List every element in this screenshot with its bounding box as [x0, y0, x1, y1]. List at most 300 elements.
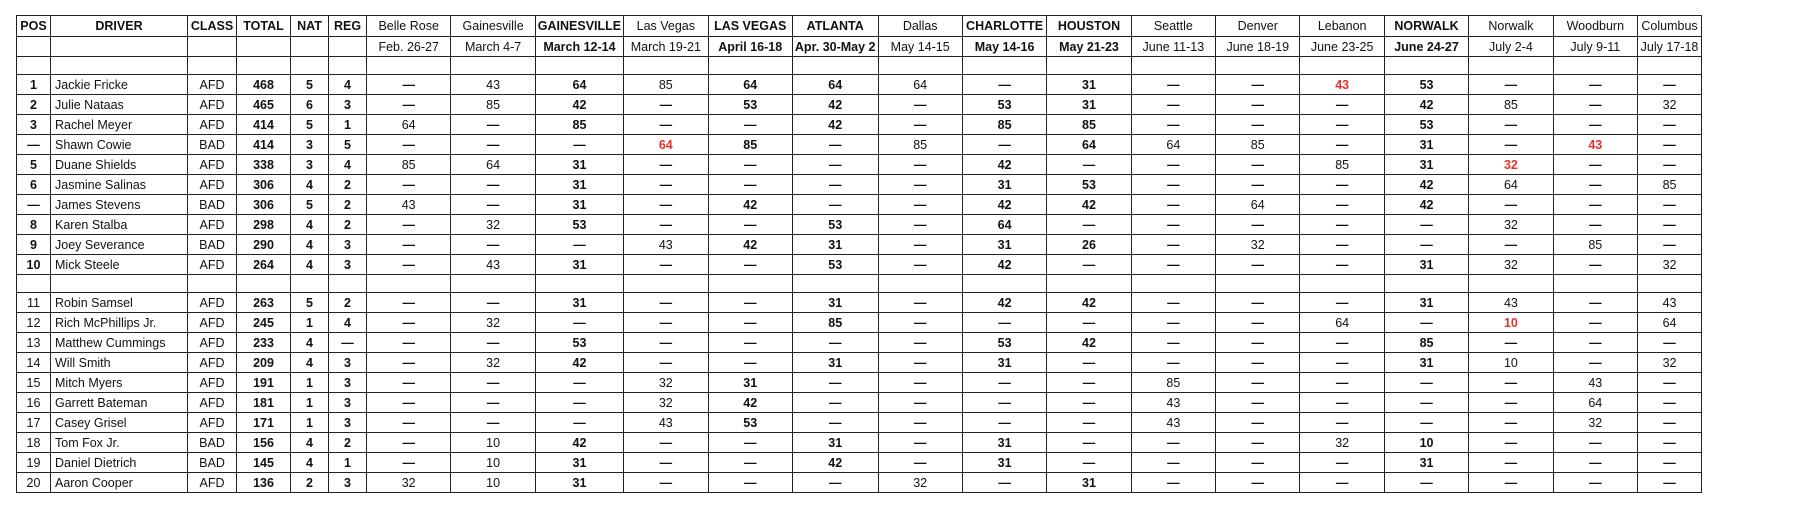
- driver-class: AFD: [188, 115, 237, 135]
- col-header-nat: NAT: [291, 16, 329, 37]
- event-points-cell: 32: [1638, 353, 1702, 373]
- driver-reg: 3: [329, 235, 367, 255]
- event-points-cell: —: [1047, 353, 1131, 373]
- event-points-cell: —: [1300, 135, 1384, 155]
- event-points-cell: —: [1469, 373, 1553, 393]
- driver-nat: 4: [291, 175, 329, 195]
- driver-nat: 2: [291, 473, 329, 493]
- event-points-cell: 85: [624, 75, 708, 95]
- driver-name: Jasmine Salinas: [51, 175, 188, 195]
- event-points-cell: —: [1047, 453, 1131, 473]
- event-points-cell: 64: [708, 75, 792, 95]
- event-points-cell: —: [1469, 333, 1553, 353]
- spacer-cell: [1469, 275, 1553, 293]
- event-points-cell: —: [792, 473, 878, 493]
- driver-total: 191: [237, 373, 291, 393]
- spacer-cell: [237, 275, 291, 293]
- event-points-cell: 85: [367, 155, 451, 175]
- driver-reg: 3: [329, 95, 367, 115]
- event-points-cell: —: [1131, 333, 1215, 353]
- event-points-cell: —: [1300, 215, 1384, 235]
- event-points-cell: 64: [451, 155, 535, 175]
- event-points-cell: —: [708, 353, 792, 373]
- driver-total: 298: [237, 215, 291, 235]
- spacer-cell: [792, 275, 878, 293]
- driver-total: 245: [237, 313, 291, 333]
- col-header-pos: POS: [17, 16, 51, 37]
- event-points-cell: —: [708, 115, 792, 135]
- event-name-header: Seattle: [1131, 16, 1215, 37]
- event-points-cell: —: [792, 155, 878, 175]
- driver-reg: 4: [329, 313, 367, 333]
- event-points-cell: —: [1553, 313, 1637, 333]
- spacer-cell: [1384, 275, 1468, 293]
- event-points-cell: —: [1638, 75, 1702, 95]
- driver-total: 465: [237, 95, 291, 115]
- event-points-cell: —: [1131, 195, 1215, 215]
- event-points-cell: —: [1638, 393, 1702, 413]
- event-points-cell: —: [1553, 75, 1637, 95]
- event-points-cell: —: [367, 413, 451, 433]
- driver-total: 414: [237, 115, 291, 135]
- event-points-cell: —: [451, 333, 535, 353]
- event-points-cell: —: [1553, 215, 1637, 235]
- event-points-cell: —: [1384, 413, 1468, 433]
- event-points-cell: 43: [1469, 293, 1553, 313]
- event-points-cell: 42: [1047, 333, 1131, 353]
- event-points-cell: —: [1638, 473, 1702, 493]
- event-points-cell: —: [367, 313, 451, 333]
- event-points-cell: —: [1216, 255, 1300, 275]
- event-points-cell: —: [1469, 135, 1553, 155]
- event-points-cell: 42: [792, 453, 878, 473]
- event-name-header: ATLANTA: [792, 16, 878, 37]
- event-dates-header: March 19-21: [624, 37, 708, 57]
- driver-row: [17, 75, 1702, 95]
- event-points-cell: 42: [1047, 293, 1131, 313]
- driver-row: [17, 373, 1702, 393]
- driver-class: AFD: [188, 393, 237, 413]
- event-points-cell: 10: [1384, 433, 1468, 453]
- driver-nat: 3: [291, 155, 329, 175]
- driver-name: Rich McPhillips Jr.: [51, 313, 188, 333]
- event-points-cell: —: [792, 135, 878, 155]
- event-points-cell: —: [708, 333, 792, 353]
- driver-name: Casey Grisel: [51, 413, 188, 433]
- event-points-cell: —: [1131, 95, 1215, 115]
- spacer-cell: [51, 57, 188, 75]
- event-points-cell: —: [1300, 453, 1384, 473]
- event-points-cell: 32: [1469, 255, 1553, 275]
- event-points-cell: 31: [792, 433, 878, 453]
- event-points-cell: 42: [708, 195, 792, 215]
- event-points-cell: 32: [451, 215, 535, 235]
- driver-total: 468: [237, 75, 291, 95]
- event-points-cell: —: [624, 333, 708, 353]
- event-points-cell: 31: [1384, 135, 1468, 155]
- event-points-cell: —: [451, 235, 535, 255]
- event-name-header: Las Vegas: [624, 16, 708, 37]
- spacer-cell: [708, 57, 792, 75]
- event-points-cell: —: [624, 155, 708, 175]
- driver-pos: 2: [17, 95, 51, 115]
- event-points-cell: —: [1131, 353, 1215, 373]
- event-points-cell: —: [1300, 95, 1384, 115]
- event-points-cell: —: [962, 75, 1046, 95]
- event-points-cell: —: [708, 255, 792, 275]
- event-dates-header: July 2-4: [1469, 37, 1553, 57]
- driver-row: [17, 175, 1702, 195]
- event-points-cell: 31: [1047, 95, 1131, 115]
- event-points-cell: 42: [1384, 175, 1468, 195]
- event-name-header: LAS VEGAS: [708, 16, 792, 37]
- event-points-cell: —: [1131, 293, 1215, 313]
- event-points-cell: 64: [1216, 195, 1300, 215]
- event-points-cell: —: [878, 413, 962, 433]
- driver-total: 306: [237, 175, 291, 195]
- event-points-cell: 42: [962, 155, 1046, 175]
- event-points-cell: —: [535, 313, 623, 333]
- event-name-header: Denver: [1216, 16, 1300, 37]
- event-dates-header: June 11-13: [1131, 37, 1215, 57]
- event-points-cell: —: [1300, 255, 1384, 275]
- driver-name: Matthew Cummings: [51, 333, 188, 353]
- event-points-cell: 43: [451, 75, 535, 95]
- event-points-cell: —: [708, 293, 792, 313]
- event-points-cell: —: [367, 75, 451, 95]
- event-points-cell: 32: [1469, 215, 1553, 235]
- driver-nat: 4: [291, 215, 329, 235]
- event-points-cell: —: [792, 175, 878, 195]
- driver-row: [17, 95, 1702, 115]
- driver-class: AFD: [188, 175, 237, 195]
- event-points-cell: —: [1638, 115, 1702, 135]
- event-points-cell: 85: [1047, 115, 1131, 135]
- event-points-cell: —: [1300, 293, 1384, 313]
- driver-reg: 3: [329, 353, 367, 373]
- event-points-cell: —: [878, 115, 962, 135]
- driver-pos: 1: [17, 75, 51, 95]
- event-points-cell: 10: [451, 453, 535, 473]
- driver-pos: 5: [17, 155, 51, 175]
- driver-reg: —: [329, 333, 367, 353]
- driver-class: AFD: [188, 293, 237, 313]
- event-points-cell: —: [1300, 393, 1384, 413]
- driver-class: BAD: [188, 235, 237, 255]
- driver-reg: 3: [329, 255, 367, 275]
- event-points-cell: —: [878, 453, 962, 473]
- event-points-cell: —: [1131, 453, 1215, 473]
- driver-name: Aaron Cooper: [51, 473, 188, 493]
- spacer-cell: [17, 275, 51, 293]
- event-dates-header: March 12-14: [535, 37, 623, 57]
- event-points-cell: —: [367, 95, 451, 115]
- event-points-cell: —: [1384, 373, 1468, 393]
- driver-nat: 1: [291, 313, 329, 333]
- event-points-cell: —: [1638, 195, 1702, 215]
- event-points-cell: —: [1131, 115, 1215, 135]
- event-points-cell: 10: [1469, 353, 1553, 373]
- event-points-cell: —: [878, 433, 962, 453]
- event-points-cell: 42: [708, 393, 792, 413]
- driver-class: BAD: [188, 195, 237, 215]
- driver-nat: 5: [291, 75, 329, 95]
- event-points-cell: 64: [624, 135, 708, 155]
- spacer-cell: [451, 275, 535, 293]
- event-points-cell: 42: [962, 255, 1046, 275]
- event-name-header: CHARLOTTE: [962, 16, 1046, 37]
- driver-class: BAD: [188, 453, 237, 473]
- driver-reg: 2: [329, 293, 367, 313]
- event-points-cell: —: [1638, 135, 1702, 155]
- event-dates-header: July 9-11: [1553, 37, 1637, 57]
- event-dates-header: April 16-18: [708, 37, 792, 57]
- event-points-cell: 64: [535, 75, 623, 95]
- header-blank: [329, 37, 367, 57]
- event-points-cell: 53: [708, 413, 792, 433]
- driver-class: AFD: [188, 75, 237, 95]
- driver-total: 209: [237, 353, 291, 373]
- header-blank: [17, 37, 51, 57]
- event-points-cell: —: [367, 255, 451, 275]
- event-points-cell: —: [1469, 393, 1553, 413]
- event-points-cell: —: [1384, 393, 1468, 413]
- event-points-cell: —: [1638, 215, 1702, 235]
- driver-name: Mick Steele: [51, 255, 188, 275]
- event-points-cell: —: [1216, 293, 1300, 313]
- event-points-cell: —: [1553, 175, 1637, 195]
- event-points-cell: 31: [535, 453, 623, 473]
- event-points-cell: —: [1131, 75, 1215, 95]
- event-points-cell: —: [367, 373, 451, 393]
- event-dates-header: May 14-16: [962, 37, 1046, 57]
- driver-reg: 3: [329, 373, 367, 393]
- event-points-cell: 43: [624, 413, 708, 433]
- event-points-cell: —: [1384, 473, 1468, 493]
- event-points-cell: —: [1216, 393, 1300, 413]
- spacer-cell: [291, 275, 329, 293]
- event-points-cell: —: [624, 215, 708, 235]
- spacer-cell: [1638, 57, 1702, 75]
- driver-reg: 3: [329, 413, 367, 433]
- event-points-cell: —: [708, 175, 792, 195]
- event-points-cell: —: [1216, 333, 1300, 353]
- event-points-cell: 53: [708, 95, 792, 115]
- spacer-cell: [1216, 57, 1300, 75]
- driver-name: Shawn Cowie: [51, 135, 188, 155]
- driver-class: AFD: [188, 413, 237, 433]
- event-points-cell: 31: [535, 195, 623, 215]
- event-points-cell: 31: [708, 373, 792, 393]
- driver-pos: 14: [17, 353, 51, 373]
- event-points-cell: —: [878, 393, 962, 413]
- event-points-cell: —: [792, 413, 878, 433]
- driver-row: [17, 453, 1702, 473]
- event-dates-header: July 17-18: [1638, 37, 1702, 57]
- event-points-cell: —: [1216, 155, 1300, 175]
- event-points-cell: —: [1553, 95, 1637, 115]
- event-points-cell: 64: [367, 115, 451, 135]
- event-points-cell: —: [1553, 473, 1637, 493]
- driver-class: AFD: [188, 155, 237, 175]
- driver-total: 156: [237, 433, 291, 453]
- driver-reg: 2: [329, 433, 367, 453]
- driver-name: Joey Severance: [51, 235, 188, 255]
- event-points-cell: 32: [1638, 95, 1702, 115]
- event-points-cell: 42: [962, 195, 1046, 215]
- driver-class: BAD: [188, 135, 237, 155]
- driver-name: Jackie Fricke: [51, 75, 188, 95]
- event-points-cell: —: [451, 373, 535, 393]
- driver-pos: 16: [17, 393, 51, 413]
- event-points-cell: 53: [1047, 175, 1131, 195]
- event-points-cell: —: [1553, 115, 1637, 135]
- event-points-cell: —: [962, 313, 1046, 333]
- driver-nat: 1: [291, 373, 329, 393]
- event-dates-header: June 18-19: [1216, 37, 1300, 57]
- event-points-cell: 31: [792, 235, 878, 255]
- driver-total: 264: [237, 255, 291, 275]
- event-points-cell: 31: [962, 235, 1046, 255]
- driver-row: [17, 115, 1702, 135]
- spacer-cell: [1216, 275, 1300, 293]
- driver-row: [17, 473, 1702, 493]
- event-points-cell: 64: [962, 215, 1046, 235]
- event-points-cell: 85: [962, 115, 1046, 135]
- event-points-cell: —: [1553, 293, 1637, 313]
- event-points-cell: —: [1469, 413, 1553, 433]
- event-points-cell: 64: [878, 75, 962, 95]
- event-points-cell: —: [1300, 175, 1384, 195]
- spacer-cell: [962, 275, 1046, 293]
- driver-name: Garrett Bateman: [51, 393, 188, 413]
- event-points-cell: —: [1300, 333, 1384, 353]
- driver-pos: 12: [17, 313, 51, 333]
- event-points-cell: —: [1553, 353, 1637, 373]
- driver-total: 136: [237, 473, 291, 493]
- event-points-cell: 32: [1469, 155, 1553, 175]
- event-points-cell: —: [1300, 413, 1384, 433]
- driver-name: Robin Samsel: [51, 293, 188, 313]
- event-points-cell: —: [451, 175, 535, 195]
- driver-nat: 4: [291, 433, 329, 453]
- driver-nat: 4: [291, 333, 329, 353]
- event-points-cell: 53: [792, 215, 878, 235]
- driver-row: [17, 353, 1702, 373]
- event-points-cell: —: [1047, 155, 1131, 175]
- event-points-cell: —: [962, 393, 1046, 413]
- event-points-cell: 53: [962, 95, 1046, 115]
- spacer-cell: [51, 275, 188, 293]
- spacer-cell: [1384, 57, 1468, 75]
- event-points-cell: —: [535, 393, 623, 413]
- event-points-cell: —: [1216, 313, 1300, 333]
- event-points-cell: 31: [962, 433, 1046, 453]
- header-blank: [188, 37, 237, 57]
- event-points-cell: —: [878, 155, 962, 175]
- event-points-cell: —: [878, 353, 962, 373]
- event-points-cell: 26: [1047, 235, 1131, 255]
- driver-row: [17, 155, 1702, 175]
- driver-name: Tom Fox Jr.: [51, 433, 188, 453]
- driver-pos: 10: [17, 255, 51, 275]
- driver-total: 181: [237, 393, 291, 413]
- driver-nat: 1: [291, 393, 329, 413]
- event-points-cell: 32: [878, 473, 962, 493]
- event-points-cell: 85: [535, 115, 623, 135]
- event-points-cell: —: [792, 333, 878, 353]
- event-points-cell: —: [1216, 215, 1300, 235]
- event-points-cell: 31: [1047, 473, 1131, 493]
- event-points-cell: —: [1131, 215, 1215, 235]
- driver-class: BAD: [188, 433, 237, 453]
- event-name-header: Lebanon: [1300, 16, 1384, 37]
- event-points-cell: 32: [1300, 433, 1384, 453]
- event-points-cell: —: [367, 135, 451, 155]
- event-points-cell: —: [1469, 473, 1553, 493]
- driver-pos: 18: [17, 433, 51, 453]
- event-points-cell: —: [451, 393, 535, 413]
- driver-row: [17, 195, 1702, 215]
- event-points-cell: —: [1638, 373, 1702, 393]
- event-points-cell: —: [1638, 433, 1702, 453]
- driver-name: Julie Nataas: [51, 95, 188, 115]
- spacer-cell: [188, 275, 237, 293]
- driver-total: 263: [237, 293, 291, 313]
- driver-reg: 4: [329, 75, 367, 95]
- spacer-cell: [1131, 275, 1215, 293]
- event-points-cell: —: [624, 195, 708, 215]
- event-points-cell: —: [878, 235, 962, 255]
- driver-pos: 17: [17, 413, 51, 433]
- driver-row: [17, 413, 1702, 433]
- event-points-cell: —: [878, 175, 962, 195]
- event-points-cell: —: [878, 333, 962, 353]
- spacer-cell: [329, 57, 367, 75]
- event-points-cell: —: [962, 373, 1046, 393]
- event-points-cell: —: [624, 255, 708, 275]
- driver-pos: 9: [17, 235, 51, 255]
- event-points-cell: —: [1216, 413, 1300, 433]
- event-points-cell: —: [1300, 353, 1384, 373]
- driver-pos: 15: [17, 373, 51, 393]
- driver-row: [17, 135, 1702, 155]
- event-points-cell: —: [1216, 353, 1300, 373]
- event-points-cell: 53: [1384, 75, 1468, 95]
- event-points-cell: 42: [792, 95, 878, 115]
- event-points-cell: 42: [535, 95, 623, 115]
- event-points-cell: —: [1047, 373, 1131, 393]
- event-points-cell: 31: [1384, 353, 1468, 373]
- event-points-cell: 10: [451, 433, 535, 453]
- spacer-cell: [1300, 57, 1384, 75]
- spacer-cell: [1469, 57, 1553, 75]
- event-dates-header: May 21-23: [1047, 37, 1131, 57]
- event-points-cell: 53: [962, 333, 1046, 353]
- event-points-cell: —: [367, 175, 451, 195]
- event-points-cell: —: [962, 135, 1046, 155]
- event-points-cell: 42: [1384, 195, 1468, 215]
- event-points-cell: —: [792, 393, 878, 413]
- event-points-cell: 85: [878, 135, 962, 155]
- event-points-cell: 31: [1384, 155, 1468, 175]
- event-points-cell: —: [624, 313, 708, 333]
- event-points-cell: —: [1047, 255, 1131, 275]
- driver-class: AFD: [188, 333, 237, 353]
- event-points-cell: —: [1216, 433, 1300, 453]
- event-points-cell: 53: [535, 333, 623, 353]
- driver-row: [17, 313, 1702, 333]
